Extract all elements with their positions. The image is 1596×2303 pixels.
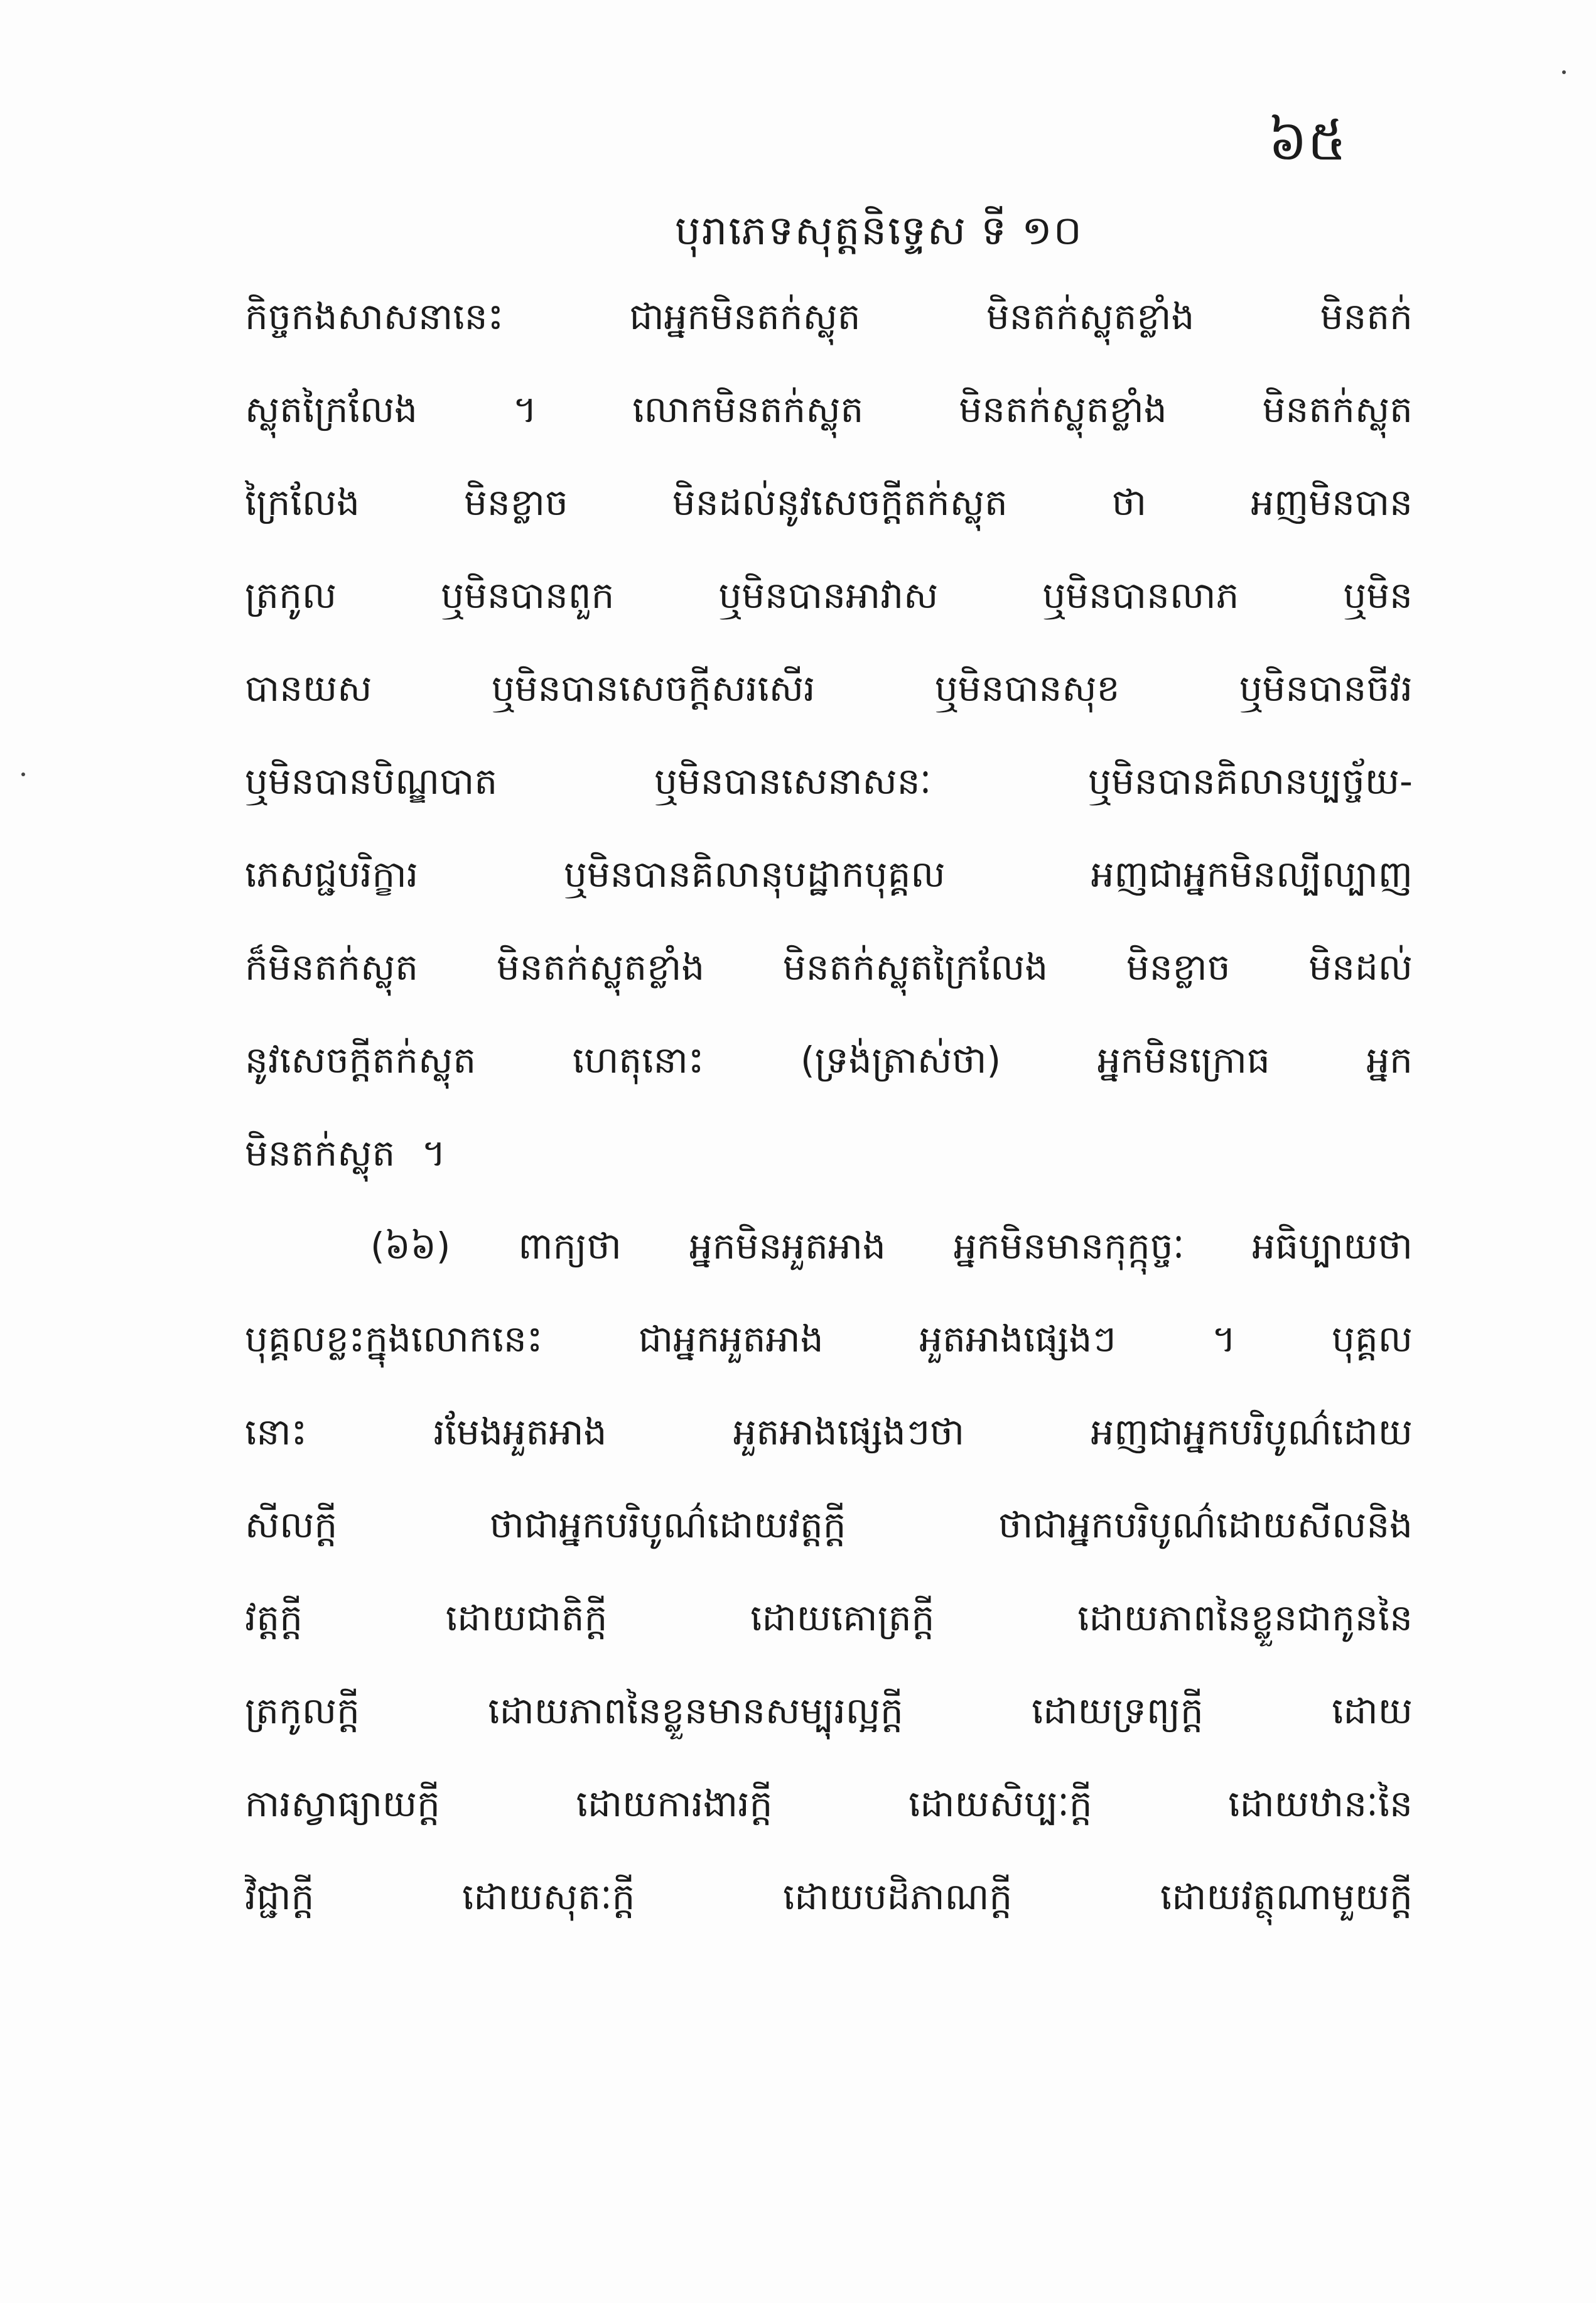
text-line-9: នូវសេចក្តីតក់ស្លុត ហេតុនោះ (ទ្រង់ត្រាស់ថា) អ្នកមិនក្រោធ អ្នក	[245, 1039, 1413, 1081]
scan-speck	[21, 772, 25, 776]
body-text	[245, 270, 1413, 1943]
text-line-7: ភេសជ្ជបរិក្ខារ ឬមិនបានគិលានុបដ្ឋាកបុគ្គល អញជាអ្នកមិនល្បីល្បាញ	[245, 853, 1413, 896]
text-line-3: ក្រៃលែង មិនខ្លាច មិនដល់នូវសេចក្តីតក់ស្លុត ថា អញមិនបាន	[245, 481, 1413, 524]
text-line-14: សីលក្តី ថាជាអ្នកបរិបូណ៌ដោយវត្តក្តី ថាជាអ្នកបរិបូណ៌ដោយសីលនិង	[245, 1504, 1413, 1546]
text-line-11: (៦៦) ពាក្យថា អ្នកមិនអួតអាង អ្នកមិនមានកុក្កុច្ចៈ អធិប្បាយថា	[370, 1225, 1413, 1267]
text-line-17: ការស្វាធ្យាយក្តី ដោយការងារក្តី ដោយសិប្បៈក្តី ដោយឋានៈនៃ	[245, 1782, 1413, 1825]
text-line-5: បានយស ឬមិនបានសេចក្តីសរសើរ ឬមិនបានសុខ ឬមិនបានចីវរ	[245, 667, 1413, 710]
page-number: ៦៥	[1268, 108, 1347, 173]
section-title: បុរាភេទសុត្តនិទ្ទេស ទី ១០	[675, 208, 1083, 254]
text-line-13: នោះ រមែងអួតអាង អួតអាងផ្សេងៗថា អញជាអ្នកបរិបូណ៌ដោយ	[245, 1411, 1413, 1453]
text-line-12: បុគ្គលខ្លះក្នុងលោកនេះ ជាអ្នកអួតអាង អួតអាងផ្សេងៗ ។ បុគ្គល	[245, 1318, 1413, 1360]
text-line-1: កិច្ចកងសាសនានេះ ជាអ្នកមិនតក់ស្លុត មិនតក់ស្លុតខ្លាំង មិនតក់	[245, 295, 1413, 338]
text-line-18: វិជ្ជាក្តី ដោយសុតៈក្តី ដោយបដិភាណក្តី ដោយវត្ថុណាមួយក្តី	[245, 1875, 1413, 1918]
scan-speck	[1562, 70, 1566, 74]
text-line-15: វត្តក្តី ដោយជាតិក្តី ដោយគោត្រក្តី ដោយភាពនៃខ្លួនជាកូននៃ	[245, 1596, 1413, 1639]
text-line-16: ត្រកូលក្តី ដោយភាពនៃខ្លួនមានសម្បុរល្អក្តី ដោយទ្រព្យក្តី ដោយ	[245, 1689, 1413, 1732]
text-line-8: ក៏មិនតក់ស្លុត មិនតក់ស្លុតខ្លាំង មិនតក់ស្លុតក្រៃលែង មិនខ្លាច មិនដល់	[245, 946, 1413, 989]
text-line-10: មិនតក់ស្លុត ។	[245, 1132, 446, 1174]
text-line-4: ត្រកូល ឬមិនបានពួក ឬមិនបានអាវាស ឬមិនបានលាភ ឬមិន	[245, 574, 1413, 617]
text-line-6: ឬមិនបានបិណ្ឌបាត ឬមិនបានសេនាសនៈ ឬមិនបានគិលានប្បច្ច័យ-	[245, 760, 1413, 803]
text-line-2: ស្លុតក្រៃលែង ។ លោកមិនតក់ស្លុត មិនតក់ស្លុតខ្លាំង មិនតក់ស្លុត	[245, 388, 1413, 431]
